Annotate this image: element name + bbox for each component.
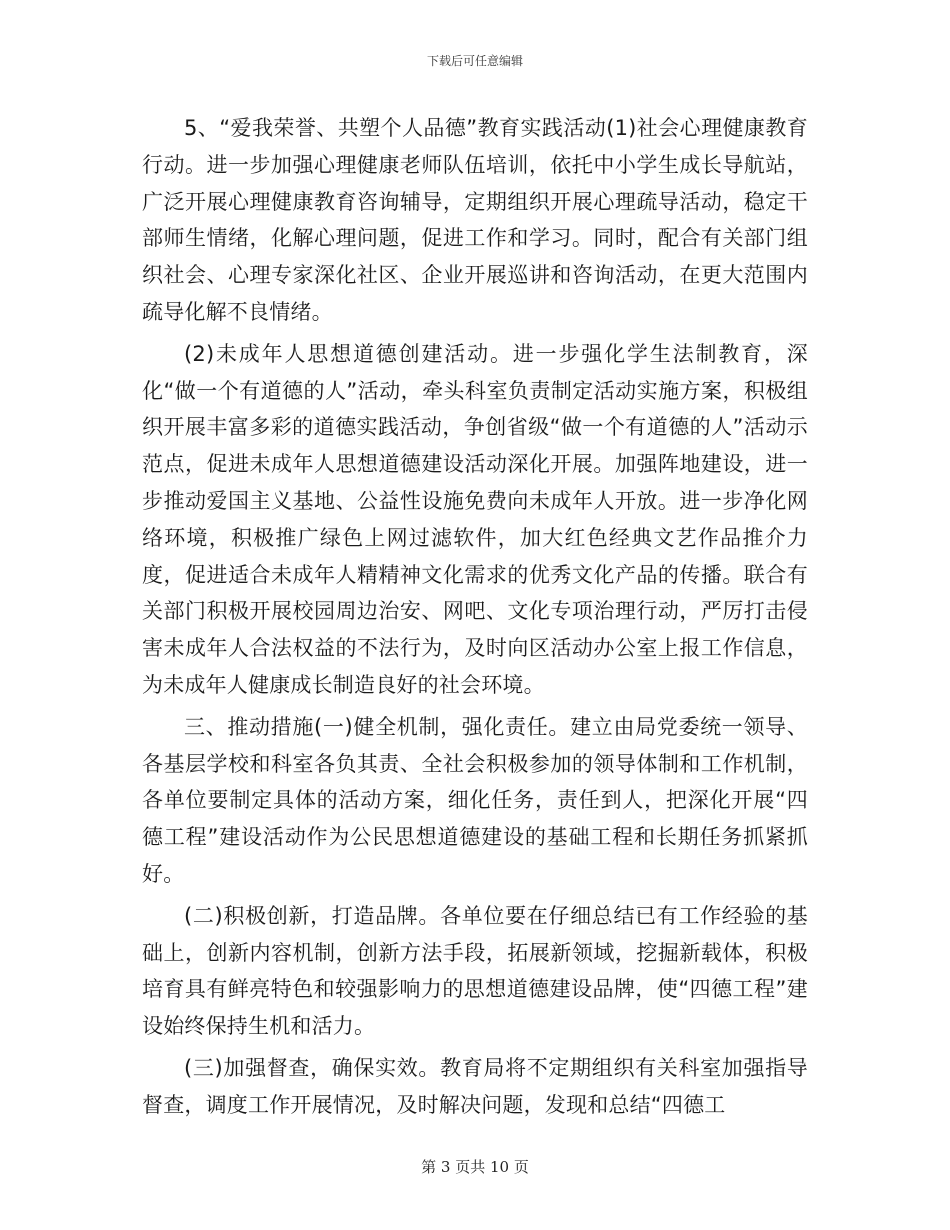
paragraph-measures-1: 三、推动措施(一)健全机制，强化责任。建立由局党委统一领导、各基层学校和科室各负其责、全社会积极参加的领导体制和工作机制，各单位要制定具体的活动方案，细化任务，责任到人，把深化开展“四德工程”建设活动作为公民思想道德建设的基础工程和长期任务抓紧抓好。: [142, 714, 808, 886]
paragraph-minors-moral: (2)未成年人思想道德创建活动。进一步强化学生法制教育，深化“做一个有道德的人”活动，牵头科室负责制定活动实施方案，积极组织开展丰富多彩的道德实践活动，争创省级“做一个有道德的人”活动示范点，促进未成年人思想道德建设活动深化开展。加强阵地建设，进一步推动爱国主义基地、公益性设施免费向未成年人开放。进一步净化网络环境，积极推广绿色上网过滤软件，加大红色经典文艺作品推介力度，促进适合未成年人精精神文化需求的优秀文化产品的传播。联合有关部门积极开展校园周边治安、网吧、文化专项治理行动，严厉打击侵害未成年人合法权益的不法行为，及时向区活动办公室上报工作信息，为未成年人健康成长制造良好的社会环境。: [142, 341, 808, 697]
paragraph-measures-3: (三)加强督查，确保实效。教育局将不定期组织有关科室加强指导督查，调度工作开展情况，及时解决问题，发现和总结“四德工: [142, 1055, 808, 1117]
document-body: [142, 110, 808, 1129]
paragraph-measures-2: (二)积极创新，打造品牌。各单位要在仔细总结已有工作经验的基础上，创新内容机制，创新方法手段，拓展新领域，挖掘新载体，积极培育具有鲜亮特色和较强影响力的思想道德建设品牌，使“四德工程”建设始终保持生机和活力。: [142, 903, 808, 1039]
paragraph-activity-5: 5、“爱我荣誉、共塑个人品德”教育实践活动(1)社会心理健康教育行动。进一步加强心理健康老师队伍培训，依托中小学生成长导航站，广泛开展心理健康教育咨询辅导，定期组织开展心理疏导活动，稳定干部师生情绪，化解心理问题，促进工作和学习。同时，配合有关部门组织社会、心理专家深化社区、企业开展巡讲和咨询活动，在更大范围内疏导化解不良情绪。: [142, 116, 808, 324]
page-header: 下载后可任意编辑: [426, 54, 523, 68]
page-number: 第 3 页共 10 页: [421, 1158, 529, 1176]
